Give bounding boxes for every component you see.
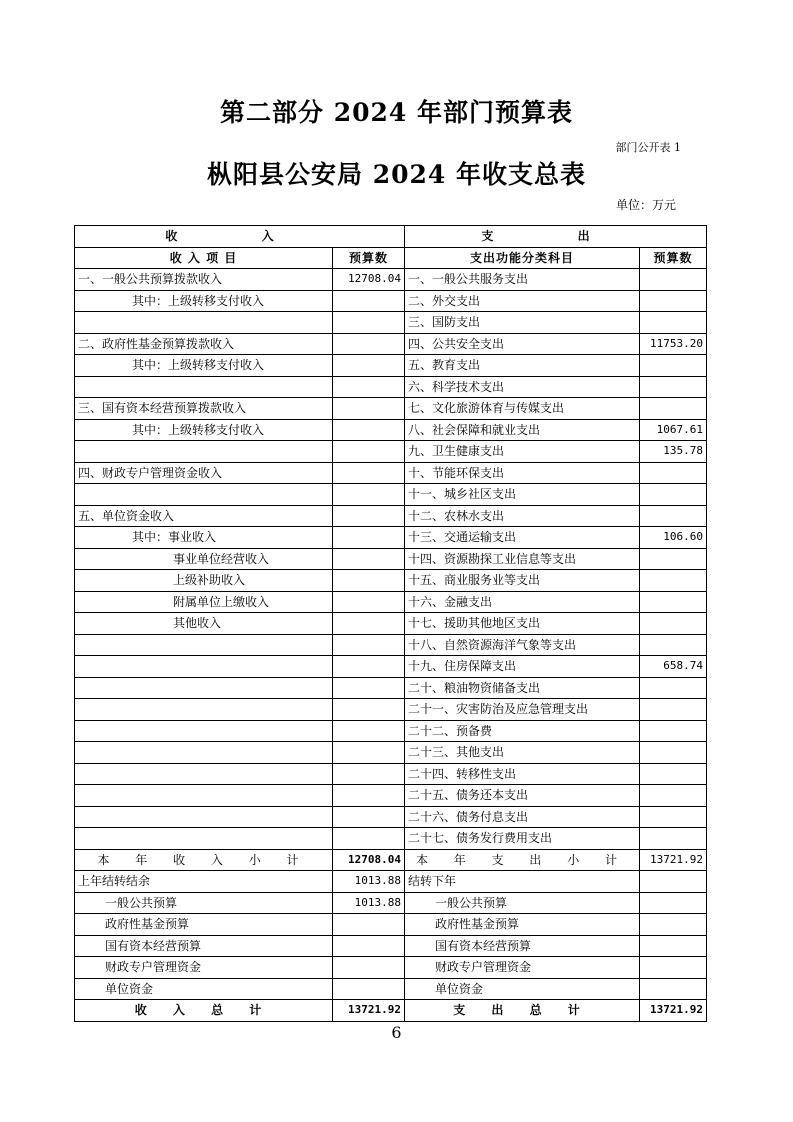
- income-amount-cell: [333, 763, 405, 785]
- income-subtotal-label: 本 年 收 入 小 计: [75, 849, 333, 871]
- table-row: [75, 462, 707, 484]
- income-amount-cell: [333, 548, 405, 570]
- page-number: 6: [391, 1023, 402, 1042]
- carry-expense-item-cell: 一般公共预算: [405, 892, 640, 914]
- carry-expense-item-cell: 国有资本经营预算: [405, 935, 640, 957]
- carry-income-item-cell: 国有资本经营预算: [75, 935, 333, 957]
- carry-expense-amount-cell: [640, 892, 707, 914]
- table-title: 枞阳县公安局 2024 年收支总表: [207, 160, 586, 189]
- carry-income-amount-cell: [333, 978, 405, 1000]
- carry-expense-item-cell: 财政专户管理资金: [405, 957, 640, 979]
- table-row: [75, 720, 707, 742]
- expense-amount-cell: [640, 548, 707, 570]
- income-item-cell: 其他收入: [75, 613, 333, 635]
- expense-amount-cell: [640, 398, 707, 420]
- table-row: [75, 333, 707, 355]
- income-amount-cell: [333, 656, 405, 678]
- income-amount-cell: [333, 570, 405, 592]
- table-row: [75, 613, 707, 635]
- expense-item-cell: 二十四、转移性支出: [405, 763, 640, 785]
- expense-item-cell: 十六、金融支出: [405, 591, 640, 613]
- income-amount-cell: [333, 806, 405, 828]
- expense-amount-cell: [640, 462, 707, 484]
- income-amount-cell: [333, 677, 405, 699]
- table-row: [75, 570, 707, 592]
- expense-item-cell: 二、外交支出: [405, 290, 640, 312]
- carry-income-item-cell: 财政专户管理资金: [75, 957, 333, 979]
- table-number: 部门公开表 1: [615, 141, 681, 154]
- expense-amount-cell: [640, 312, 707, 334]
- expense-item-cell: 二十二、预备费: [405, 720, 640, 742]
- income-amount-cell: [333, 312, 405, 334]
- table-row: [75, 419, 707, 441]
- income-item-cell: [75, 699, 333, 721]
- table-row: [75, 355, 707, 377]
- carry-expense-item-cell: 单位资金: [405, 978, 640, 1000]
- carry-expense-item-cell: 结转下年: [405, 871, 640, 893]
- table-row: [75, 398, 707, 420]
- expense-amount-cell: 11753.20: [640, 333, 707, 355]
- expense-amount-cell: [640, 355, 707, 377]
- income-item-cell: [75, 742, 333, 764]
- subtotal-row: [75, 849, 707, 871]
- column-header-row: [75, 247, 707, 269]
- income-amount-cell: [333, 699, 405, 721]
- table-row: [75, 269, 707, 291]
- income-amount-cell: [333, 333, 405, 355]
- expense-amount-cell: [640, 290, 707, 312]
- expense-amount-cell: 135.78: [640, 441, 707, 463]
- expense-item-cell: 十九、住房保障支出: [405, 656, 640, 678]
- income-amount-cell: [333, 355, 405, 377]
- expense-amount-column-header: 预算数: [640, 247, 707, 269]
- income-item-cell: 其中：上级转移支付收入: [75, 290, 333, 312]
- income-item-cell: [75, 806, 333, 828]
- carry-expense-amount-cell: [640, 978, 707, 1000]
- expense-amount-cell: [640, 269, 707, 291]
- carry-income-item-cell: 政府性基金预算: [75, 914, 333, 936]
- expense-item-column-header: 支出功能分类科目: [405, 247, 640, 269]
- expense-amount-cell: [640, 677, 707, 699]
- expense-amount-cell: [640, 376, 707, 398]
- table-row: [75, 763, 707, 785]
- income-amount-cell: [333, 742, 405, 764]
- carry-income-amount-cell: [333, 957, 405, 979]
- income-amount-cell: [333, 441, 405, 463]
- carry-income-item-cell: 单位资金: [75, 978, 333, 1000]
- expense-item-cell: 十三、交通运输支出: [405, 527, 640, 549]
- income-item-cell: [75, 677, 333, 699]
- table-row: [75, 548, 707, 570]
- table-row: [75, 505, 707, 527]
- income-amount-cell: 12708.04: [333, 269, 405, 291]
- expense-item-cell: 四、公共安全支出: [405, 333, 640, 355]
- income-item-cell: 一、一般公共预算拨款收入: [75, 269, 333, 291]
- carry-income-amount-cell: [333, 935, 405, 957]
- part-title: 第二部分 2024 年部门预算表: [220, 98, 573, 127]
- table-row: [75, 441, 707, 463]
- carry-expense-amount-cell: [640, 871, 707, 893]
- income-amount-cell: [333, 828, 405, 850]
- expense-item-cell: 十七、援助其他地区支出: [405, 613, 640, 635]
- expense-item-cell: 二十七、债务发行费用支出: [405, 828, 640, 850]
- expense-total-amount: 13721.92: [640, 1000, 707, 1022]
- carry-row: [75, 871, 707, 893]
- expense-total-label: 支 出 总 计: [405, 1000, 640, 1022]
- income-subtotal-amount: 12708.04: [333, 849, 405, 871]
- income-item-cell: 三、国有资本经营预算拨款收入: [75, 398, 333, 420]
- expense-amount-cell: 1067.61: [640, 419, 707, 441]
- expense-amount-cell: [640, 570, 707, 592]
- expense-item-cell: 二十五、债务还本支出: [405, 785, 640, 807]
- income-item-cell: 五、单位资金收入: [75, 505, 333, 527]
- table-row: [75, 742, 707, 764]
- carry-income-item-cell: 上年结转结余: [75, 871, 333, 893]
- expense-amount-cell: 658.74: [640, 656, 707, 678]
- carry-row: [75, 935, 707, 957]
- expense-amount-cell: [640, 806, 707, 828]
- carry-income-item-cell: 一般公共预算: [75, 892, 333, 914]
- income-amount-cell: [333, 720, 405, 742]
- income-item-cell: 其中：上级转移支付收入: [75, 355, 333, 377]
- income-item-cell: [75, 720, 333, 742]
- expense-item-cell: 二十一、灾害防治及应急管理支出: [405, 699, 640, 721]
- income-amount-cell: [333, 527, 405, 549]
- table-row: [75, 376, 707, 398]
- table-row: [75, 312, 707, 334]
- expense-amount-cell: [640, 763, 707, 785]
- table-row: [75, 634, 707, 656]
- income-item-cell: [75, 785, 333, 807]
- income-amount-cell: [333, 785, 405, 807]
- expense-amount-cell: [640, 505, 707, 527]
- expense-amount-cell: [640, 720, 707, 742]
- table-row: [75, 290, 707, 312]
- income-item-cell: [75, 376, 333, 398]
- expense-item-cell: 十、节能环保支出: [405, 462, 640, 484]
- table-row: [75, 806, 707, 828]
- expense-amount-cell: [640, 634, 707, 656]
- carry-expense-amount-cell: [640, 935, 707, 957]
- income-amount-cell: [333, 462, 405, 484]
- income-item-cell: 其中：事业收入: [75, 527, 333, 549]
- expense-subtotal-amount: 13721.92: [640, 849, 707, 871]
- expense-item-cell: 十八、自然资源海洋气象等支出: [405, 634, 640, 656]
- income-item-cell: [75, 441, 333, 463]
- income-item-cell: [75, 312, 333, 334]
- income-total-label: 收 入 总 计: [75, 1000, 333, 1022]
- expense-amount-cell: [640, 613, 707, 635]
- table-row: [75, 828, 707, 850]
- expense-item-cell: 十五、商业服务业等支出: [405, 570, 640, 592]
- expense-amount-cell: [640, 828, 707, 850]
- income-amount-cell: [333, 376, 405, 398]
- expense-item-cell: 六、科学技术支出: [405, 376, 640, 398]
- expense-item-cell: 三、国防支出: [405, 312, 640, 334]
- income-item-cell: [75, 656, 333, 678]
- carry-row: [75, 957, 707, 979]
- income-amount-cell: [333, 398, 405, 420]
- expense-item-cell: 五、教育支出: [405, 355, 640, 377]
- income-group-header: 收 入: [75, 226, 405, 248]
- expense-amount-cell: [640, 484, 707, 506]
- expense-item-cell: 十一、城乡社区支出: [405, 484, 640, 506]
- carry-expense-amount-cell: [640, 914, 707, 936]
- income-item-cell: [75, 763, 333, 785]
- expense-item-cell: 八、社会保障和就业支出: [405, 419, 640, 441]
- table-row: [75, 656, 707, 678]
- expense-amount-cell: [640, 785, 707, 807]
- total-row: [75, 1000, 707, 1022]
- expense-group-header: 支 出: [405, 226, 707, 248]
- carry-row: [75, 914, 707, 936]
- expense-item-cell: 七、文化旅游体育与传媒支出: [405, 398, 640, 420]
- income-amount-cell: [333, 484, 405, 506]
- income-item-cell: [75, 484, 333, 506]
- table-row: [75, 591, 707, 613]
- expense-item-cell: 二十三、其他支出: [405, 742, 640, 764]
- group-header-row: [75, 226, 707, 248]
- income-amount-cell: [333, 290, 405, 312]
- income-item-column-header: 收 入 项 目: [75, 247, 333, 269]
- income-amount-column-header: 预算数: [333, 247, 405, 269]
- expense-item-cell: 十二、农林水支出: [405, 505, 640, 527]
- carry-income-amount-cell: [333, 914, 405, 936]
- income-amount-cell: [333, 505, 405, 527]
- carry-expense-amount-cell: [640, 957, 707, 979]
- expense-item-cell: 二十六、债务付息支出: [405, 806, 640, 828]
- budget-table: [74, 225, 707, 1022]
- expense-amount-cell: [640, 742, 707, 764]
- expense-amount-cell: 106.60: [640, 527, 707, 549]
- expense-item-cell: 二十、粮油物资储备支出: [405, 677, 640, 699]
- income-total-amount: 13721.92: [333, 1000, 405, 1022]
- expense-amount-cell: [640, 591, 707, 613]
- income-item-cell: 其中：上级转移支付收入: [75, 419, 333, 441]
- table-row: [75, 785, 707, 807]
- unit-label: 单位：万元: [615, 198, 676, 212]
- income-item-cell: 事业单位经营收入: [75, 548, 333, 570]
- income-item-cell: [75, 828, 333, 850]
- income-item-cell: [75, 634, 333, 656]
- carry-row: [75, 892, 707, 914]
- carry-row: [75, 978, 707, 1000]
- table-row: [75, 699, 707, 721]
- income-item-cell: 四、财政专户管理资金收入: [75, 462, 333, 484]
- carry-expense-item-cell: 政府性基金预算: [405, 914, 640, 936]
- income-item-cell: 附属单位上缴收入: [75, 591, 333, 613]
- budget-table-body: [75, 226, 707, 1022]
- expense-item-cell: 一、一般公共服务支出: [405, 269, 640, 291]
- income-amount-cell: [333, 591, 405, 613]
- expense-subtotal-label: 本 年 支 出 小 计: [405, 849, 640, 871]
- income-amount-cell: [333, 613, 405, 635]
- table-row: [75, 484, 707, 506]
- table-row: [75, 527, 707, 549]
- income-item-cell: 上级补助收入: [75, 570, 333, 592]
- expense-amount-cell: [640, 699, 707, 721]
- expense-item-cell: 十四、资源勘探工业信息等支出: [405, 548, 640, 570]
- table-row: [75, 677, 707, 699]
- carry-income-amount-cell: 1013.88: [333, 871, 405, 893]
- income-amount-cell: [333, 634, 405, 656]
- carry-income-amount-cell: 1013.88: [333, 892, 405, 914]
- income-item-cell: 二、政府性基金预算拨款收入: [75, 333, 333, 355]
- income-amount-cell: [333, 419, 405, 441]
- expense-item-cell: 九、卫生健康支出: [405, 441, 640, 463]
